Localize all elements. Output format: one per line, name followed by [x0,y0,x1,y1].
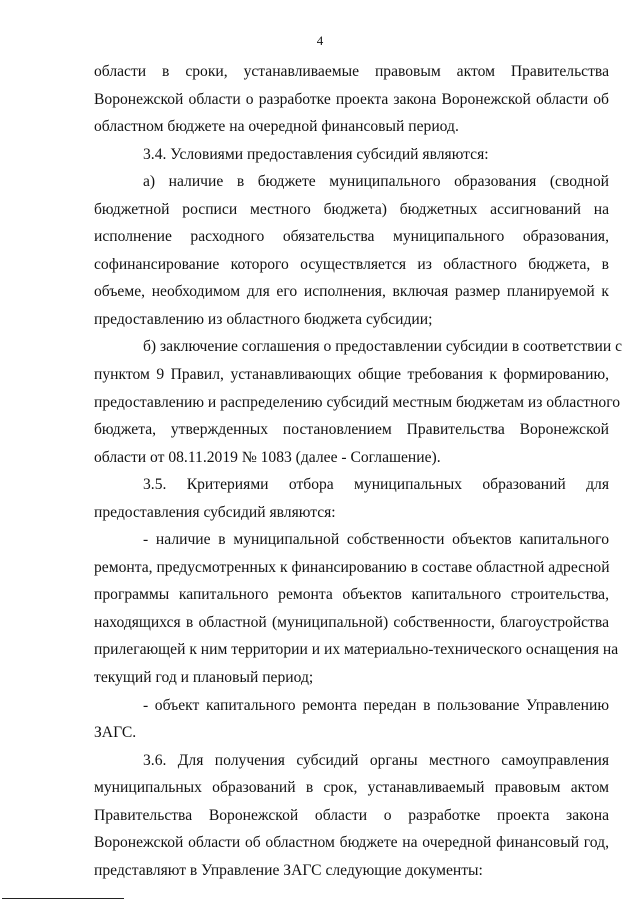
text-line: области от 08.11.2019 № 1083 (далее - Соглашение). [94,448,441,466]
text-line: 3.5. Критериями отбора муниципальных образований для [143,476,609,494]
text-line: муниципальных образований в срок, устанавливаемый правовым актом [94,779,609,797]
text-line: прилегающей к ним территории и их материально-технического оснащения на [94,641,619,659]
text-line: ремонта, предусмотренных к финансированию в составе областной адресной [94,558,610,576]
text-line: области в сроки, устанавливаемые правовым актом Правительства [94,63,609,80]
page-number: 4 [316,33,324,48]
text-line: Воронежской области о разработке проекта закона Воронежской области об [94,90,609,108]
text-line: исполнение расходного обязательства муниципального образования, [94,228,609,246]
text-line: текущий год и плановый период; [94,669,314,687]
text-line: программы капитального ремонта объектов капитального строительства, [94,586,609,604]
text-line: бюджетной росписи местного бюджета) бюджетных ассигнований на [94,200,609,218]
text-line: предоставления субсидий являются: [94,503,336,521]
text-line: бюджета, утвержденных постановлением Правительства Воронежской [94,421,609,439]
text-line: представляют в Управление ЗАГС следующие документы: [94,861,483,879]
text-line: объеме, необходимом для его исполнения, включая размер планируемой к [94,283,609,301]
text-line: б) заключение соглашения о предоставлении субсидии в соответствии с [143,338,623,356]
text-line: - наличие в муниципальной собственности объектов капитального [143,531,609,549]
text-line: находящихся в областной (муниципальной) собственности, благоустройства [94,613,609,631]
text-line: 3.4. Условиями предоставления субсидий являются: [143,145,489,163]
text-line: ЗАГС. [94,724,137,742]
body-text [94,58,623,884]
text-line: Воронежской области об областном бюджете на очередной финансовый год, [94,834,609,852]
text-line: пунктом 9 Правил, устанавливающих общие требования к формированию, [94,366,609,384]
text-line: софинансирование которого осуществляется из областного бюджета, в [94,255,609,273]
footnote-rule [2,898,124,899]
text-line: 3.6. Для получения субсидий органы местного самоуправления [143,751,609,769]
text-line: а) наличие в бюджете муниципального образования (сводной [143,173,609,191]
text-line: - объект капитального ремонта передан в пользование Управлению [143,696,609,714]
text-line: областном бюджете на очередной финансовый период. [94,118,459,136]
text-line: Правительства Воронежской области о разработке проекта закона [94,806,609,824]
text-line: предоставлению из областного бюджета субсидии; [94,310,433,328]
text-line: предоставлению и распределению субсидий местным бюджетам из областного [94,393,621,411]
